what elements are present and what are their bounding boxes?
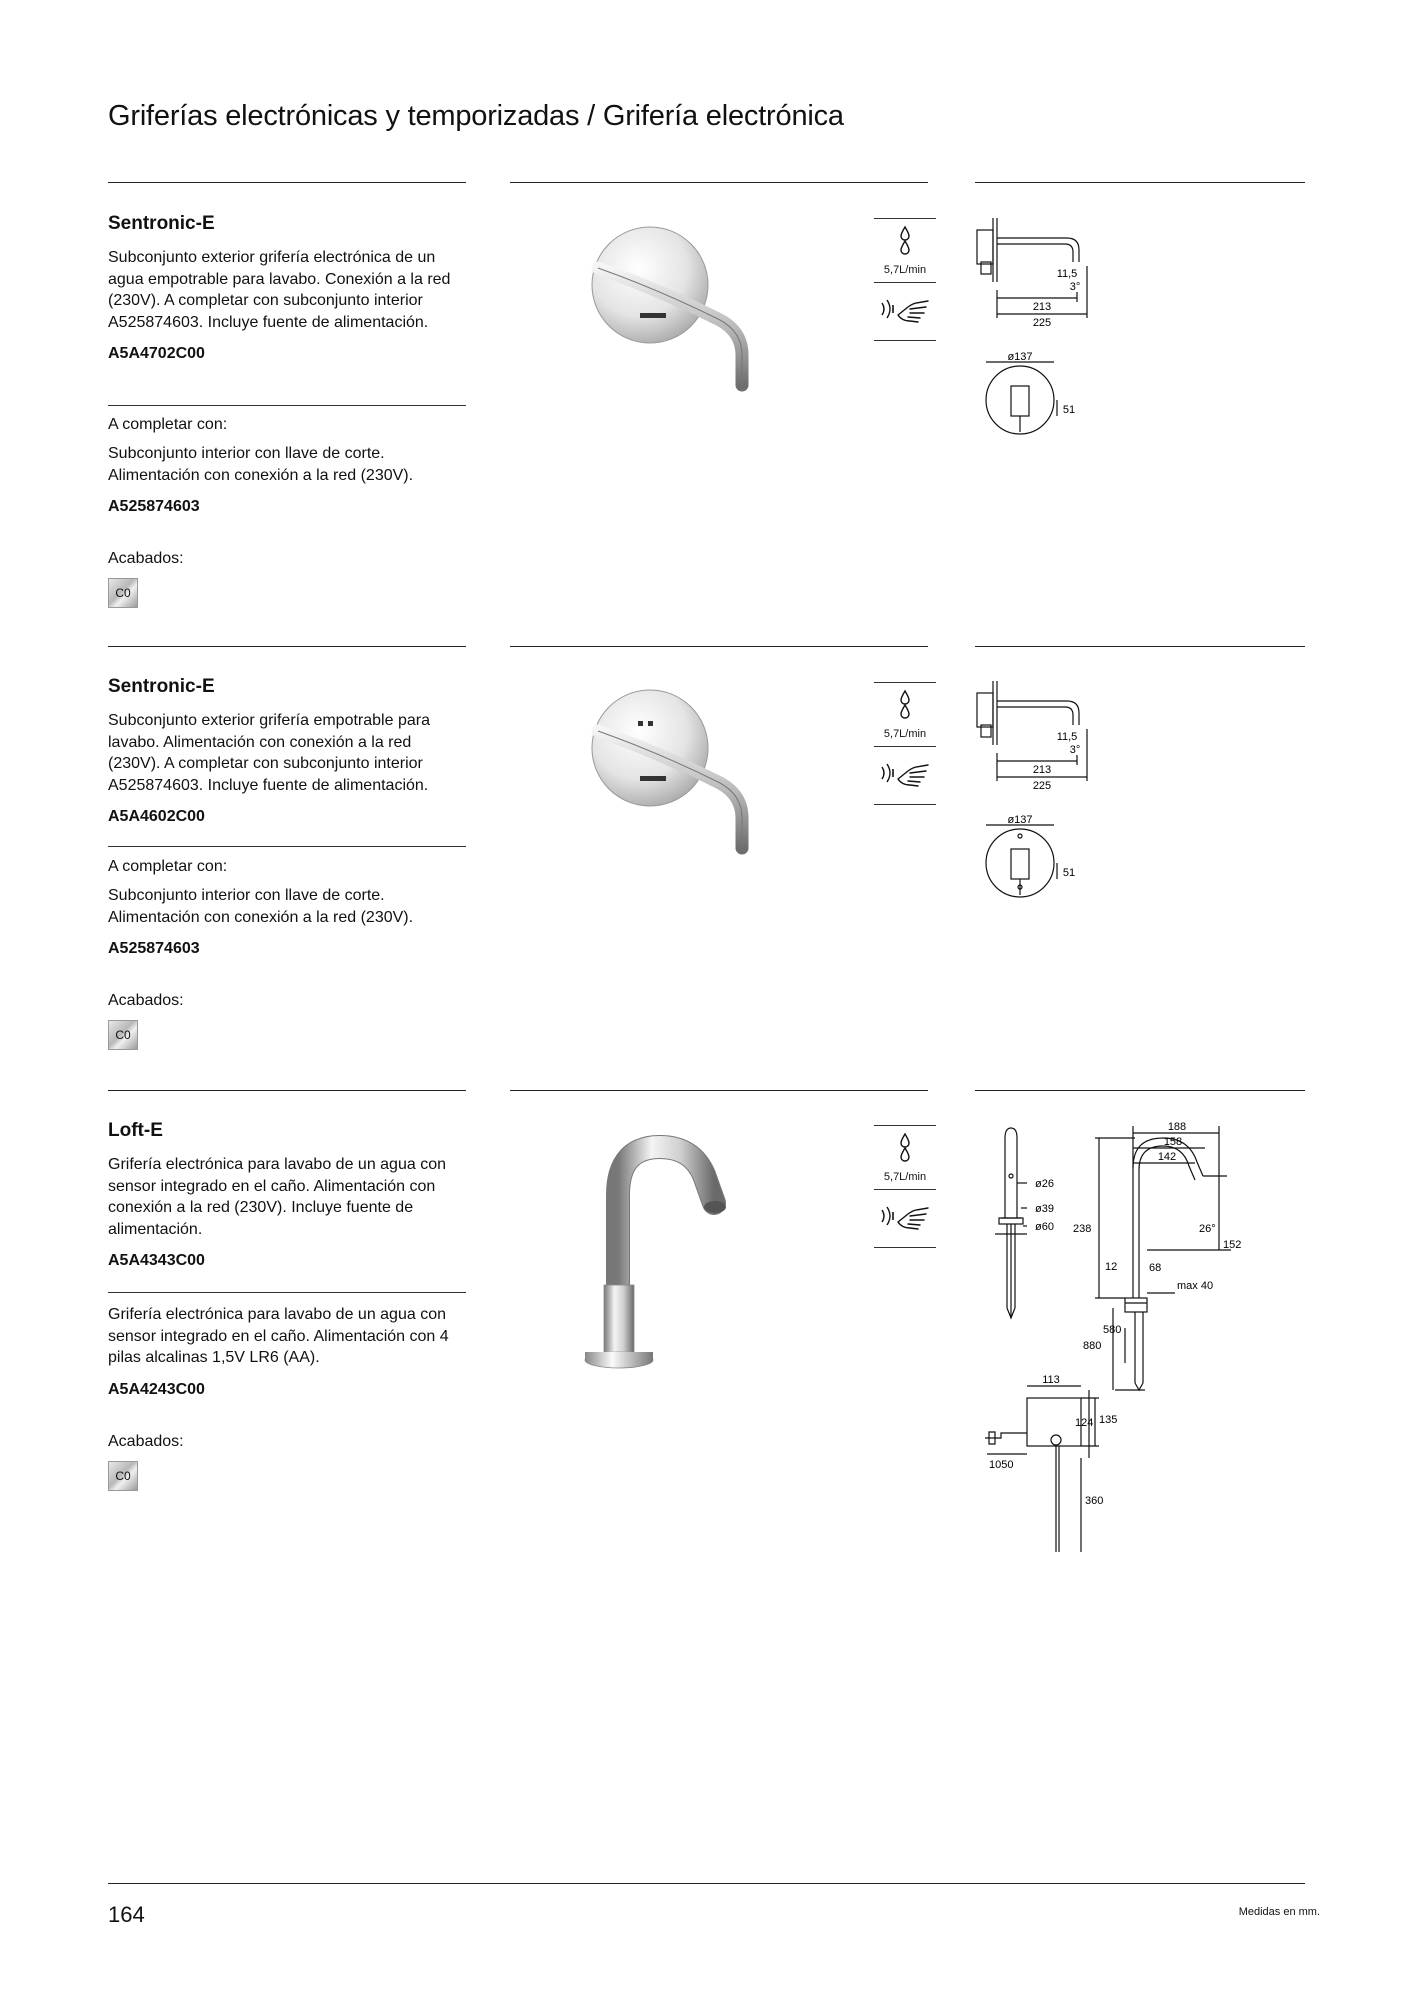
divider <box>108 182 466 183</box>
dim-label: 11,5 <box>1056 731 1078 743</box>
flow-rate: 5,7L/min <box>883 728 927 740</box>
product-block <box>108 1120 468 1270</box>
divider <box>510 182 928 183</box>
footer-divider <box>108 1883 1305 1884</box>
product-name: Sentronic-E <box>108 213 215 234</box>
feature-icons <box>874 218 936 339</box>
dim-label: ø137 <box>1007 814 1033 826</box>
dim-label: 188 <box>1167 1121 1187 1133</box>
finish-swatch: C0 <box>108 1020 138 1050</box>
footer-note: Medidas en mm. <box>1238 1906 1320 1918</box>
complement-label: A completar con: <box>108 416 228 433</box>
dim-label: ø39 <box>1035 1203 1054 1215</box>
water-drops-icon <box>874 683 936 721</box>
finishes-label: Acabados: <box>108 550 184 567</box>
dim-label: 158 <box>1163 1136 1183 1148</box>
dim-label: 880 <box>1083 1340 1102 1352</box>
divider <box>975 182 1305 183</box>
alternative-description: Grifería electrónica para lavabo de un agua con sensor integrado en el caño. Alimentación con 4 pilas alcalinas 1,5V LR6 (AA). <box>108 1306 449 1366</box>
flow-rate: 5,7L/min <box>883 1171 927 1183</box>
dim-label: 26° <box>1199 1223 1216 1235</box>
finish-swatch: C0 <box>108 578 138 608</box>
flow-rate: 5,7L/min <box>883 264 927 276</box>
dim-label: 213 <box>1032 764 1052 776</box>
divider <box>510 646 928 647</box>
divider <box>108 405 466 406</box>
product-description: Grifería electrónica para lavabo de un agua con sensor integrado en el caño. Alimentación con conexión a la red (230V). Incluye fuente de alimentación. <box>108 1156 446 1238</box>
dim-label: 68 <box>1149 1262 1162 1274</box>
product-code: A5A4602C00 <box>108 808 205 825</box>
dim-label: 580 <box>1103 1324 1122 1336</box>
dim-label: 113 <box>1042 1374 1060 1386</box>
dim-label: 360 <box>1085 1495 1104 1507</box>
dim-label: 213 <box>1032 301 1052 313</box>
product-code: A5A4702C00 <box>108 345 205 362</box>
finishes-label: Acabados: <box>108 1432 184 1450</box>
product-description: Subconjunto exterior grifería empotrable para lavabo. Alimentación con conexión a la red (230V). A completar con subconjunto interior A525874603. Incluye fuente de alimentación. <box>108 712 430 794</box>
finish-swatch: C0 <box>108 1461 138 1491</box>
dim-label: 3° <box>1069 281 1081 293</box>
dim-label: 225 <box>1032 317 1052 329</box>
product-photo <box>510 673 850 863</box>
product-photo <box>510 210 850 400</box>
divider <box>108 646 466 647</box>
sensor-hand-icon <box>874 749 936 797</box>
product-block <box>108 213 468 363</box>
dim-label: 12 <box>1105 1261 1118 1273</box>
dim-label: 135 <box>1099 1414 1118 1426</box>
alternative-block <box>108 1304 468 1491</box>
dim-label: ø26 <box>1035 1178 1054 1190</box>
complement-description: Subconjunto interior con llave de corte. Alimentación con conexión a la red (230V). <box>108 445 414 484</box>
divider <box>975 646 1305 647</box>
complement-block <box>108 858 468 1050</box>
product-block <box>108 676 468 826</box>
product-photo <box>510 1125 850 1385</box>
dim-label: 238 <box>1073 1223 1092 1235</box>
feature-icons <box>874 1125 936 1246</box>
dim-label: 51 <box>1062 404 1076 416</box>
page-title: Griferías electrónicas y temporizadas / Grifería electrónica <box>108 100 844 132</box>
divider <box>108 846 466 847</box>
product-code: A5A4343C00 <box>108 1252 205 1269</box>
technical-drawing <box>975 210 1125 450</box>
complement-label: A completar con: <box>108 858 228 875</box>
technical-drawing <box>975 673 1125 913</box>
dim-label: max 40 <box>1177 1280 1214 1292</box>
complement-code: A525874603 <box>108 498 200 515</box>
divider <box>108 1292 466 1293</box>
dim-label: 124 <box>1075 1417 1094 1429</box>
alternative-code: A5A4243C00 <box>108 1380 205 1398</box>
dim-label: ø60 <box>1035 1221 1054 1233</box>
finishes-label: Acabados: <box>108 992 184 1009</box>
page-number: 164 <box>108 1902 145 1927</box>
dim-label: 3° <box>1069 744 1081 756</box>
product-description: Subconjunto exterior grifería electrónica de un agua empotrable para lavabo. Conexión a la red (230V). A completar con subconjunto interior A525874603. Incluye fuente de alimentación. <box>108 249 451 331</box>
product-name: Loft-E <box>108 1120 163 1141</box>
dim-label: 51 <box>1062 867 1076 879</box>
water-drops-icon <box>874 1126 936 1164</box>
dim-label: 225 <box>1032 780 1052 792</box>
divider <box>108 1090 466 1091</box>
sensor-hand-icon <box>874 1192 936 1240</box>
complement-code: A525874603 <box>108 940 200 957</box>
dim-label: 142 <box>1157 1151 1177 1163</box>
complement-block <box>108 416 468 608</box>
dim-label: 152 <box>1223 1239 1242 1251</box>
divider <box>510 1090 928 1091</box>
dim-label: ø137 <box>1007 351 1033 363</box>
feature-icons <box>874 682 936 803</box>
technical-drawing <box>975 1118 1245 1558</box>
dim-label: 11,5 <box>1056 268 1078 280</box>
complement-description: Subconjunto interior con llave de corte. Alimentación con conexión a la red (230V). <box>108 887 414 926</box>
water-drops-icon <box>874 219 936 257</box>
divider <box>975 1090 1305 1091</box>
product-name: Sentronic-E <box>108 676 215 697</box>
dim-label: 1050 <box>989 1459 1014 1471</box>
sensor-hand-icon <box>874 285 936 333</box>
